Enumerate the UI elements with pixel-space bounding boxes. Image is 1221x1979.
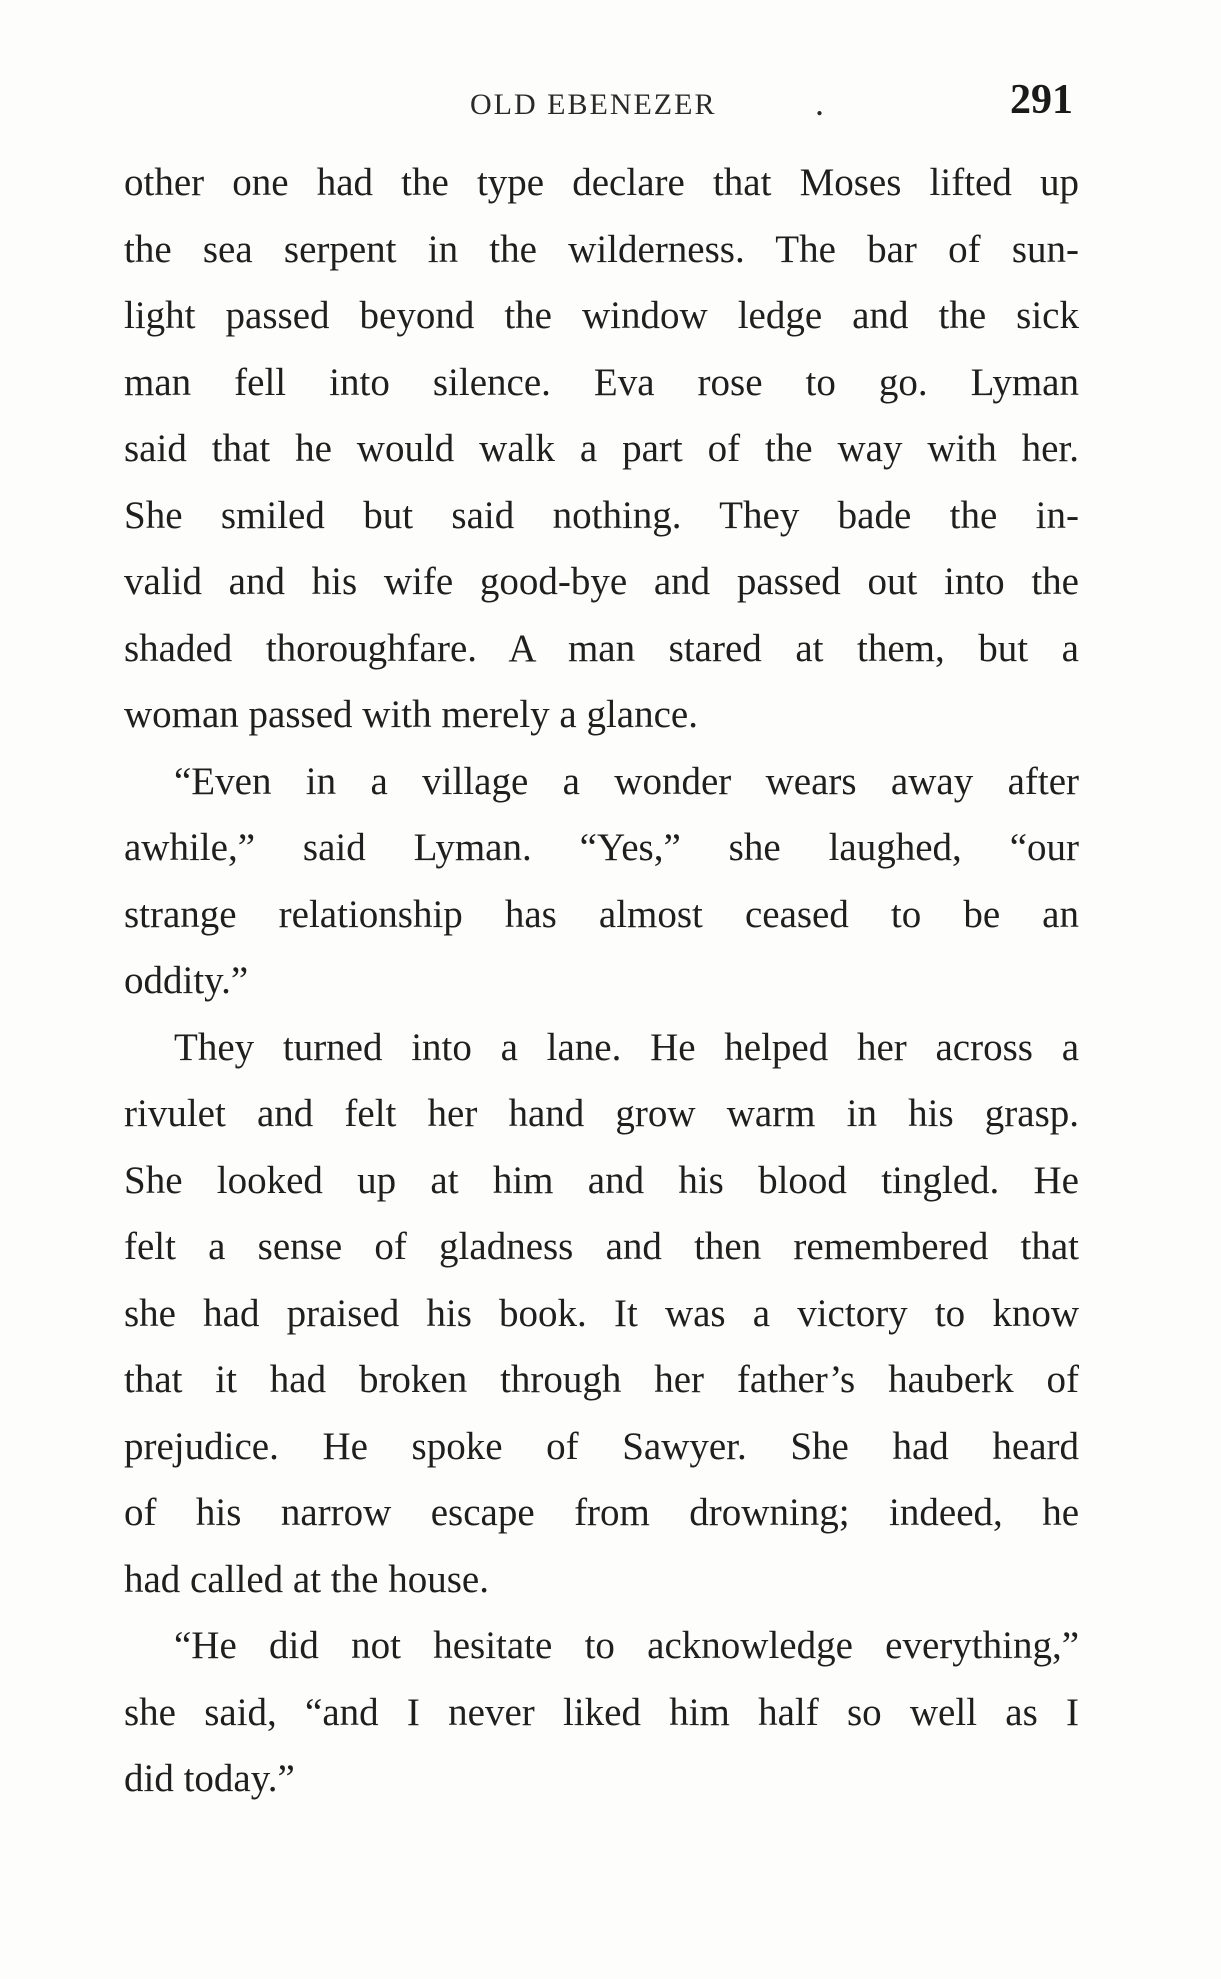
paragraph-1 [124, 150, 1079, 749]
text-line: she said, “and I never liked him half so well as I [124, 1690, 1079, 1734]
text-line: strange relationship has almost ceased to be an [124, 892, 1079, 936]
text-line: awhile,” said Lyman. “Yes,” she laughed, “our [124, 826, 1079, 869]
text-line: that it had broken through her father’s hauberk of [124, 1358, 1079, 1401]
text-line: She looked up at him and his blood tingled. He [124, 1158, 1079, 1202]
text-line: prejudice. He spoke of Sawyer. She had heard [124, 1424, 1079, 1468]
text-line: man fell into silence. Eva rose to go. Lyman [124, 360, 1079, 404]
text-line: “Even in a village a wonder wears away after [174, 759, 1079, 803]
text-line: valid and his wife good-bye and passed out into the [124, 560, 1079, 603]
text-line: did today.” [124, 1757, 295, 1800]
paragraph-3 [124, 1015, 1079, 1614]
text-line: woman passed with merely a glance. [124, 693, 698, 736]
page-number: 291 [1010, 77, 1073, 123]
header-separator: . [815, 83, 824, 123]
text-line: She smiled but said nothing. They bade the in- [124, 493, 1079, 537]
text-line: she had praised his book. It was a victory to know [124, 1291, 1079, 1335]
text-line: oddity.” [124, 959, 249, 1002]
paragraph-4 [124, 1613, 1079, 1813]
body-text [124, 150, 1079, 1813]
text-line: rivulet and felt her hand grow warm in his grasp. [124, 1092, 1079, 1135]
paragraph-2 [124, 749, 1079, 1015]
running-title: OLD EBENEZER [470, 88, 717, 121]
text-line: other one had the type declare that Moses lifted up [124, 161, 1079, 204]
text-line: light passed beyond the window ledge and the sick [124, 294, 1079, 337]
text-line: They turned into a lane. He helped her across a [174, 1025, 1079, 1069]
text-line: the sea serpent in the wilderness. The bar of sun- [124, 227, 1079, 271]
text-line: had called at the house. [124, 1557, 489, 1601]
text-line: “He did not hesitate to acknowledge everything,” [174, 1624, 1079, 1667]
text-line: shaded thoroughfare. A man stared at them, but a [124, 626, 1079, 670]
text-line: of his narrow escape from drowning; indeed, he [124, 1491, 1079, 1534]
text-line: felt a sense of gladness and then remembered that [124, 1225, 1079, 1268]
running-head [135, 77, 1085, 130]
text-line: said that he would walk a part of the way with her. [124, 427, 1079, 470]
